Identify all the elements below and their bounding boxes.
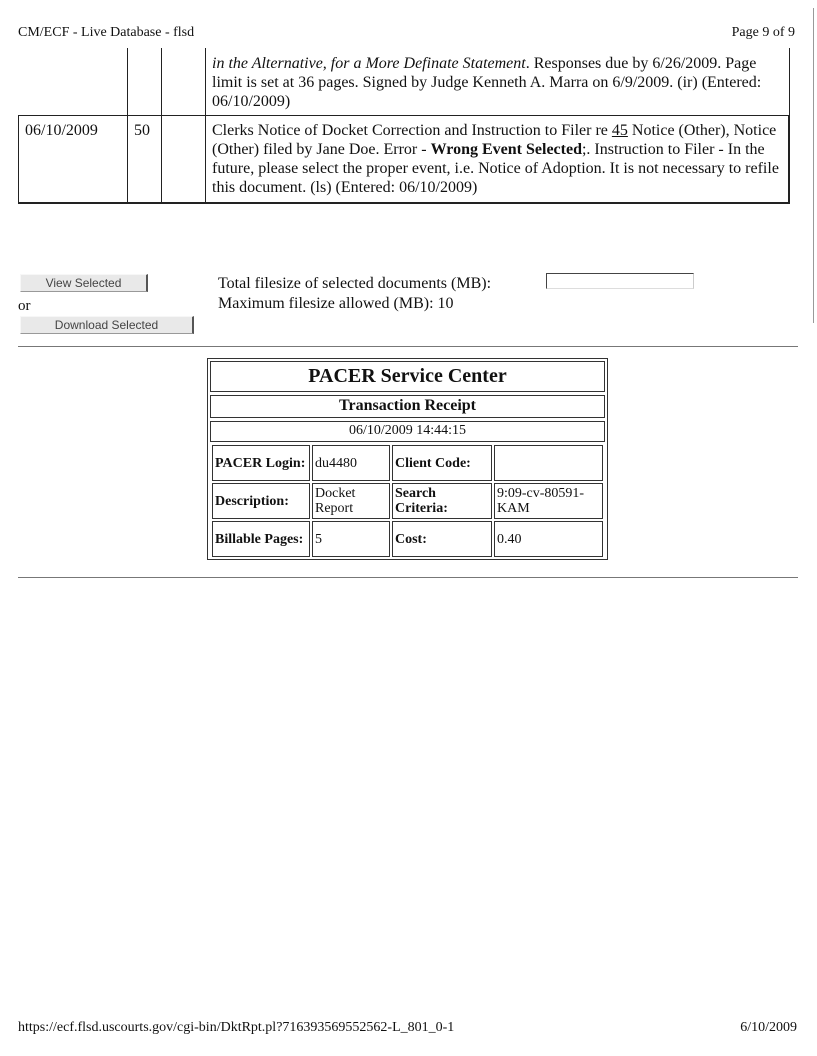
client-code-value [494, 445, 603, 481]
docket-text-cell [206, 48, 790, 116]
description-label: Description: [212, 483, 310, 519]
description-value: Docket Report [312, 483, 390, 519]
date-cell [19, 48, 128, 116]
document-link[interactable]: 45 [611, 122, 628, 139]
blank-cell [162, 116, 206, 204]
print-date: 6/10/2009 [740, 1020, 797, 1035]
docket-table [18, 48, 790, 204]
docket-text: . Responses due by 6/26/2009. Page limit is set at 36 pages. Signed by Judge Kenneth A. Marra on 6/9/2009. (ir) (Entered: 06/10/2009) [212, 55, 762, 110]
search-criteria-value: 9:09-cv-80591-KAM [494, 483, 603, 519]
view-selected-button[interactable]: View Selected [20, 274, 148, 292]
table-row [19, 116, 790, 204]
divider [18, 346, 798, 347]
receipt-timestamp: 06/10/2009 14:44:15 [210, 421, 605, 442]
download-selected-button[interactable]: Download Selected [20, 316, 194, 334]
docket-text: Notice (Other), Notice (Other) filed by Jane Doe. Error - [212, 122, 777, 158]
blank-cell [162, 48, 206, 116]
number-cell [128, 48, 162, 116]
date-cell: 06/10/2009 [19, 116, 128, 204]
receipt-title: PACER Service Center [210, 361, 605, 392]
or-label: or [18, 298, 31, 314]
scrollbar-edge [813, 8, 814, 323]
docket-text: ;. Instruction to Filer - In the future, please select the proper event, i.e. Notice of Adoption. It is not necessary to refile this document. (ls) (Entered: 06/10/2009) [212, 141, 779, 196]
page-number: Page 9 of 9 [731, 25, 795, 40]
docket-text-cell [206, 116, 790, 204]
table-row [212, 445, 603, 481]
table-row [212, 521, 603, 557]
cost-value: 0.40 [494, 521, 603, 557]
login-value: du4480 [312, 445, 390, 481]
docket-text-italic: in the Alternative, for a More Definate Statement [212, 55, 526, 72]
cost-label: Cost: [392, 521, 492, 557]
filesize-label: Total filesize of selected documents (MB): [218, 275, 492, 292]
pacer-receipt [207, 358, 608, 560]
page-header-title: CM/ECF - Live Database - flsd [18, 25, 195, 40]
divider [18, 577, 798, 578]
table-row [212, 483, 603, 519]
receipt-grid [210, 443, 605, 559]
login-label: PACER Login: [212, 445, 310, 481]
docket-text: Clerks Notice of Docket Correction and Instruction to Filer re [212, 122, 612, 139]
docket-text-bold: Wrong Event Selected [430, 141, 582, 158]
number-cell: 50 [128, 116, 162, 204]
billable-pages-label: Billable Pages: [212, 521, 310, 557]
billable-pages-value: 5 [312, 521, 390, 557]
table-row [19, 48, 790, 116]
max-filesize-label: Maximum filesize allowed (MB): 10 [218, 295, 454, 312]
filesize-input[interactable] [546, 273, 694, 289]
page-url: https://ecf.flsd.uscourts.gov/cgi-bin/DktRpt.pl?716393569552562-L_801_0-1 [18, 1020, 455, 1035]
search-criteria-label: Search Criteria: [392, 483, 492, 519]
receipt-subtitle: Transaction Receipt [210, 395, 605, 418]
client-code-label: Client Code: [392, 445, 492, 481]
